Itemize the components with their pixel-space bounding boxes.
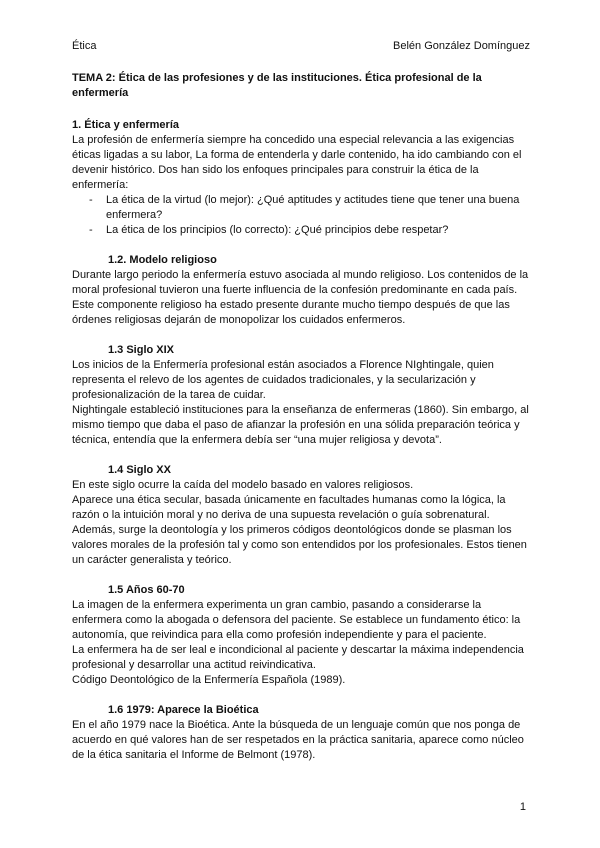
section-paragraph: Durante largo periodo la enfermería estuvo asociada al mundo religioso. Los contenidos de la moral profesional tuvieron una fuerte influencia de la confesión predominante en cada país. Este componente religioso ha estado presente durante mucho tiempo después de que las órdenes religiosas dejarán de monopolizar los cuidados enfermeros. <box>72 269 529 326</box>
spacer <box>72 328 532 343</box>
section-heading-siglo-xx: 1.4 Siglo XX <box>108 464 171 476</box>
section-paragraph: Además, surge la deontología y los primeros códigos deontológicos donde se plasman los valores morales de la profesión tal y como son entendidos por los profesionales. Estos tienen un carácter generalista y teórico. <box>72 524 527 566</box>
section-paragraph: La enfermera ha de ser leal e incondicional al paciente y descartar la máxima independencia profesional y desarrollar una actitud reivindicativa. <box>72 644 524 671</box>
document-title: TEMA 2: Ética de las profesiones y de las instituciones. Ética profesional de la enfermería <box>72 72 482 99</box>
section-paragraph: La imagen de la enfermera experimenta un gran cambio, pasando a considerarse la enfermera como la abogada o defensora del paciente. Se establece un fundamento ético: la autonomía, que reivindica para ella como profesión independiente y para el paciente. <box>72 599 521 641</box>
spacer <box>72 568 532 583</box>
list-item-text: La ética de la virtud (lo mejor): ¿Qué aptitudes y actitudes tiene que tener una buena enfermera? <box>106 194 520 221</box>
section-heading-bioetica: 1.6 1979: Aparece la Bioética <box>108 704 259 716</box>
list-item-text: La ética de los principios (lo correcto): ¿Qué principios debe respetar? <box>106 224 449 236</box>
section-paragraph: Código Deontológico de la Enfermería Española (1989). <box>72 674 346 686</box>
section-paragraph: La profesión de enfermería siempre ha concedido una especial relevancia a las exigencias éticas ligadas a su labor, La forma de entenderla y darle contenido, ha ido cambiando con el devenir histórico. Dos han sido los enfoques principales para construir la ética de la enfermería: <box>72 134 522 191</box>
dash-list <box>72 193 532 238</box>
document-body <box>72 71 532 763</box>
section-paragraph: Aparece una ética secular, basada únicamente en facultades humanas como la lógica, la razón o la intuición moral y no deriva de una supuesta revelación o guía sobrenatural. <box>72 494 506 521</box>
section-heading-siglo-xix: 1.3 Siglo XIX <box>108 344 175 356</box>
section-heading-etica-enfermeria: 1. Ética y enfermería <box>72 119 180 131</box>
header-subject: Ética <box>72 40 97 52</box>
section-paragraph: En este siglo ocurre la caída del modelo basado en valores religiosos. <box>72 479 414 491</box>
section-heading-anos-60-70: 1.5 Años 60-70 <box>108 584 185 596</box>
section-paragraph: Los inicios de la Enfermería profesional están asociados a Florence NIghtingale, quien representa el relevo de los agentes de cuidados tradicionales, y la secularización y profesionalización de la tarea de cuidar. <box>72 359 494 401</box>
spacer <box>72 688 532 703</box>
section-paragraph: Nightingale estableció instituciones para la enseñanza de enfermeras (1860). Sin embargo, al mismo tiempo que daba el paso de afianzar la profesión en una sólida preparación teórica y técnica, entendía que la enfermera debía ser “una mujer religiosa y devota”. <box>72 404 529 446</box>
section-heading-modelo-religioso: 1.2. Modelo religioso <box>108 254 217 266</box>
section-paragraph: En el año 1979 nace la Bioética. Ante la búsqueda de un lenguaje común que nos ponga de acuerdo en qué valores han de ser respetados en la práctica sanitaria, aparece como núcleo de la ética sanitaria el Informe de Belmont (1978). <box>72 719 524 761</box>
page-number: 1 <box>519 801 526 813</box>
list-item <box>72 193 532 223</box>
dash-bullet: - <box>89 224 93 236</box>
spacer <box>72 238 532 253</box>
header-author: Belén González Domínguez <box>393 40 530 52</box>
list-item <box>72 223 532 238</box>
spacer <box>72 448 532 463</box>
dash-bullet: - <box>89 194 93 206</box>
